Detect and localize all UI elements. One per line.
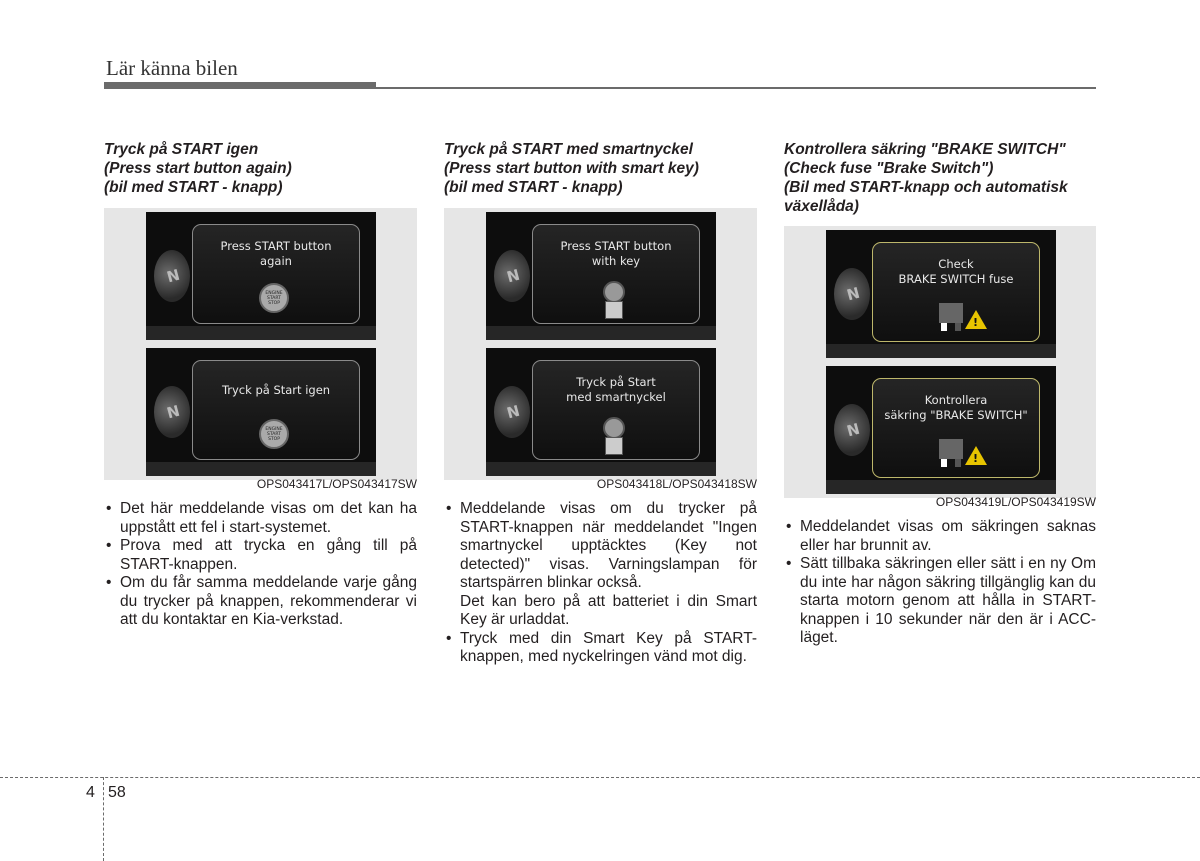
fuse-icon (939, 439, 967, 467)
bullet-list (104, 500, 417, 630)
header-rule-thin (376, 87, 1096, 89)
list-item: • Det här meddelande visas om det kan ha uppstått ett fel i start-systemet. (104, 500, 417, 537)
display-panel (192, 224, 360, 324)
display-message: Check BRAKE SWITCH fuse (898, 257, 1014, 286)
figure-code: OPS043419L/OPS043419SW (935, 495, 1096, 509)
cluster-display (146, 212, 376, 340)
footer-vertical-divider (103, 777, 104, 861)
dial-knob: N (834, 268, 870, 320)
column-brake-switch (784, 140, 1096, 646)
heading-line: Tryck på START igen (104, 141, 259, 158)
section-heading (104, 140, 417, 197)
cluster-display (486, 348, 716, 476)
list-item: • Meddelandet visas om säkringen saknas eller har brunnit av. (784, 518, 1096, 555)
dial-knob: N (154, 250, 190, 302)
display-panel (532, 360, 700, 460)
heading-line: (bil med START - knapp) (444, 179, 623, 196)
display-message: Kontrollera säkring "BRAKE SWITCH" (884, 393, 1028, 422)
heading-line: (Press start button with smart key) (444, 160, 699, 177)
figure-smart-key (444, 208, 757, 480)
dial-knob: N (154, 386, 190, 438)
list-item: • Tryck med din Smart Key på START-knappen, med nyckelringen vänd mot dig. (444, 630, 757, 667)
cluster-display (826, 366, 1056, 494)
header-rule-thick (104, 82, 376, 89)
cluster-display (146, 348, 376, 476)
dial-knob: N (494, 386, 530, 438)
column-smart-key (444, 140, 757, 665)
display-panel (192, 360, 360, 460)
heading-line: (bil med START - knapp) (104, 179, 283, 196)
list-item: • Meddelande visas om du trycker på START-knappen när meddelandet "Ingen smartnyckel upptäcktes (Key not detected)" visas. Varningslampan för startspärren blinkar också. Det kan bero på att batteriet i din Smart Key är urladdat. (444, 500, 757, 630)
dial-knob: N (494, 250, 530, 302)
display-panel (532, 224, 700, 324)
bullet-list (444, 500, 757, 667)
warning-triangle-icon: ! (965, 446, 987, 465)
chapter-number: 4 (86, 784, 95, 801)
display-panel (872, 242, 1040, 342)
section-heading (784, 140, 1096, 216)
warning-triangle-icon: ! (965, 310, 987, 329)
list-item: • Prova med att trycka en gång till på START-knappen. (104, 537, 417, 574)
figure-brake-switch (784, 226, 1096, 498)
fuse-icon (939, 303, 967, 331)
figure-code: OPS043418L/OPS043418SW (596, 477, 757, 491)
section-heading (444, 140, 757, 197)
engine-start-button-icon: ENGINE START STOP (259, 419, 289, 449)
cluster-display (826, 230, 1056, 358)
display-message: Press START button again (220, 239, 332, 268)
display-message: Tryck på Start med smartnyckel (566, 375, 666, 404)
display-panel (872, 378, 1040, 478)
list-item: • Sätt tillbaka säkringen eller sätt i en ny Om du inte har någon säkring tillgänglig kan du starta motorn genom att hålla in START-knappen i 10 sekunder när den är i ACC-läget. (784, 555, 1096, 648)
figure-start-again (104, 208, 417, 480)
heading-line: (Check fuse "Brake Switch") (784, 160, 994, 177)
engine-start-button-icon: ENGINE START STOP (259, 283, 289, 313)
page-number: 58 (108, 784, 126, 801)
display-message: Tryck på Start igen (221, 383, 331, 397)
smart-key-on-button-icon (603, 417, 625, 455)
column-start-again (104, 140, 417, 628)
heading-line: Kontrollera säkring "BRAKE SWITCH" (784, 141, 1066, 158)
list-item: • Om du får samma meddelande varje gång du trycker på knappen, rekommenderar vi att du kontaktar en Kia-verkstad. (104, 574, 417, 630)
smart-key-on-button-icon (603, 281, 625, 319)
heading-line: Tryck på START med smartnyckel (444, 141, 693, 158)
dial-knob: N (834, 404, 870, 456)
page-header-title: Lär känna bilen (106, 56, 238, 80)
figure-code: OPS043417L/OPS043417SW (256, 477, 417, 491)
heading-line: (Press start button again) (104, 160, 292, 177)
display-message: Press START button with key (560, 239, 672, 268)
footer-divider (0, 777, 1200, 778)
heading-line: (Bil med START-knapp och automatisk växellåda) (784, 179, 1068, 215)
cluster-display (486, 212, 716, 340)
bullet-list (784, 518, 1096, 648)
